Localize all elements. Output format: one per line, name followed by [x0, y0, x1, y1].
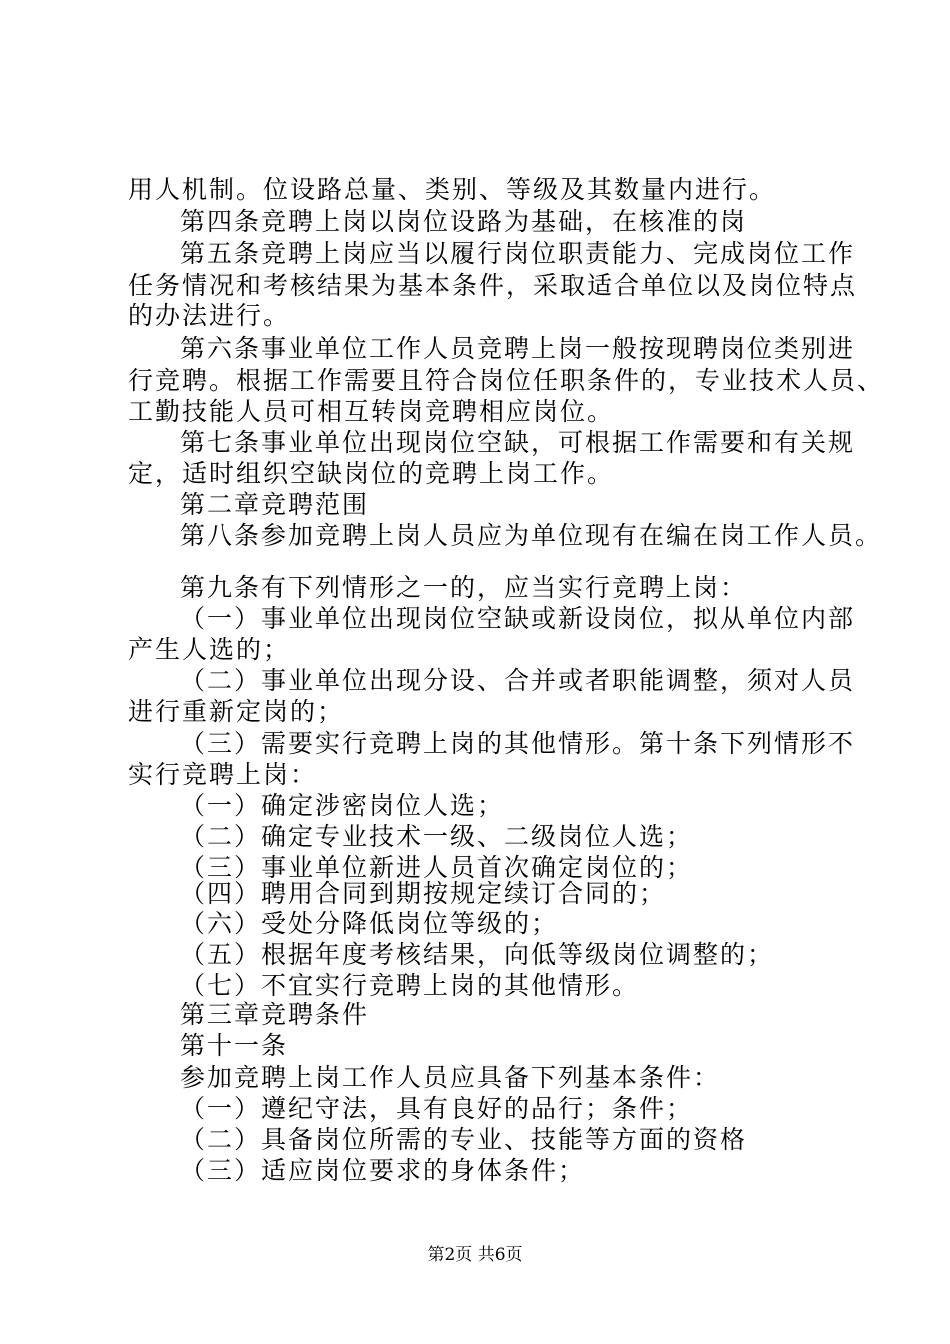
text-line: （三）事业单位新进人员首次确定岗位的； — [180, 853, 694, 882]
text-line: 第四条竞聘上岗以岗位设路为基础，在核准的岗 — [180, 207, 748, 236]
text-line: （六）受处分降低岗位等级的； — [180, 909, 559, 938]
section-heading: 第三章竞聘条件 — [180, 1000, 370, 1029]
text-line: （一）遵纪守法，具有良好的品行；条件； — [180, 1094, 694, 1123]
text-line: 第六条事业单位工作人员竞聘上岗一般按现聘岗位类别进 — [180, 334, 856, 363]
text-line: 任务情况和考核结果为基本条件，采取适合单位以及岗位特点 — [128, 271, 858, 300]
page-number: 第2页 共6页 — [427, 1245, 523, 1265]
text-line: 的办法进行。 — [128, 301, 291, 330]
text-line: 定，适时组织空缺岗位的竞聘上岗工作。 — [128, 459, 615, 488]
text-line: （三）需要实行竞聘上岗的其他情形。第十条下列情形不 — [180, 729, 856, 758]
text-line: 第五条竞聘上岗应当以履行岗位职责能力、完成岗位工作 — [180, 239, 856, 268]
text-line: 第七条事业单位出现岗位空缺，可根据工作需要和有关规 — [180, 428, 856, 457]
section-heading: 第二章竞聘范围 — [180, 490, 370, 519]
text-line: （二）事业单位出现分设、合并或者职能调整，须对人员 — [180, 666, 856, 695]
text-line: （一）确定涉密岗位人选； — [180, 791, 505, 820]
text-line: 参加竞聘上岗工作人员应具备下列基本条件： — [180, 1063, 721, 1092]
text-line: （二）确定专业技术一级、二级岗位人选； — [180, 822, 694, 851]
text-line: 进行重新定岗的； — [128, 697, 345, 726]
text-line: （五）根据年度考核结果，向低等级岗位调整的； — [180, 940, 775, 969]
text-line: 用人机制。位设路总量、类别、等级及其数量内进行。 — [128, 175, 777, 204]
text-line: 工勤技能人员可相互转岗竞聘相应岗位。 — [128, 397, 615, 426]
article-heading: 第十一条 — [180, 1031, 289, 1060]
text-line: （一）事业单位出现岗位空缺或新设岗位，拟从单位内部 — [180, 604, 856, 633]
text-line: 第九条有下列情形之一的，应当实行竞聘上岗： — [180, 573, 748, 602]
text-line: 实行竞聘上岗： — [128, 760, 318, 789]
text-line: 产生人选的； — [128, 635, 291, 664]
text-line: 第八条参加竞聘上岗人员应为单位现有在编在岗工作人员。 — [180, 521, 883, 550]
text-line: （三）适应岗位要求的身体条件； — [180, 1156, 586, 1185]
text-line: （二）具备岗位所需的专业、技能等方面的资格 — [180, 1125, 748, 1154]
text-line: （四）聘用合同到期按规定续订合同的； — [180, 879, 667, 908]
text-line: （七）不宜实行竞聘上岗的其他情形。 — [180, 971, 640, 1000]
text-line: 行竞聘。根据工作需要且符合岗位任职条件的，专业技术人员、 — [128, 366, 885, 395]
